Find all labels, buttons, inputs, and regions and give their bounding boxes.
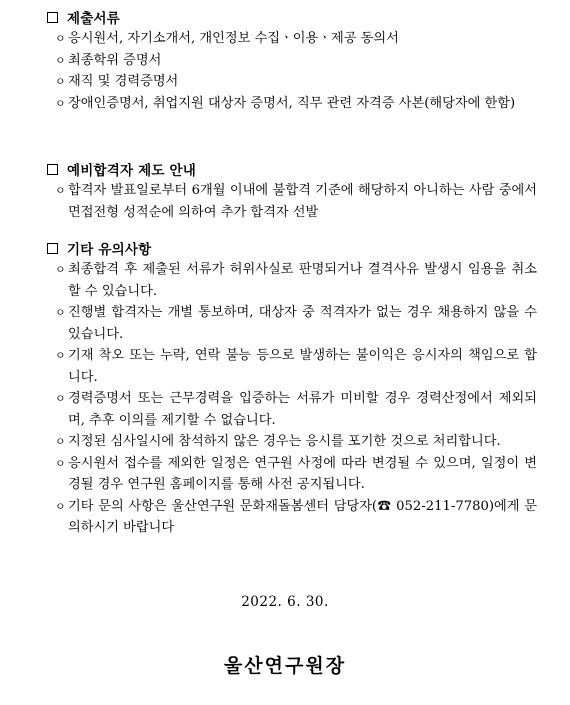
section-title: 제출서류 [67, 11, 120, 27]
section-required-documents [47, 6, 537, 114]
list-item [47, 431, 537, 453]
item-text: 합격자 발표일로부터 6개월 이내에 불합격 기준에 해당하지 아니하는 사람 중에서 면접전형 성적순에 의하여 추가 합격자 선발 [68, 183, 537, 220]
section-header [47, 6, 537, 28]
section-header [47, 158, 537, 180]
section-other-notes [47, 237, 537, 539]
list-item [47, 180, 537, 223]
item-text: 재직 및 경력증명서 [68, 74, 179, 89]
announcement-date: 2022. 6. 30. [241, 594, 329, 610]
section-title: 예비합격자 제도 안내 [67, 163, 196, 179]
item-text: 응시원서, 자기소개서, 개인정보 수집ㆍ이용ㆍ제공 동의서 [68, 31, 399, 46]
bullet-icon: ㅇ [55, 263, 66, 276]
item-text: 최종학위 증명서 [68, 52, 162, 68]
item-text: 기재 착오 또는 누락, 연락 불능 등으로 발생하는 불이익은 응시자의 책임으로 합니다. [68, 348, 537, 385]
list-item [47, 71, 537, 93]
item-list [47, 180, 537, 223]
list-item [47, 93, 537, 115]
list-item [47, 345, 537, 388]
bullet-icon: ㅇ [55, 96, 66, 110]
bullet-icon: ㅇ [55, 435, 66, 448]
list-item [47, 496, 537, 539]
bullet-icon: ㅇ [55, 349, 66, 362]
item-list [47, 259, 537, 539]
item-text: 기타 문의 사항은 울산연구원 문화재돌봄센터 담당자(☎ 052-211-7780)에게 문의하시기 바랍니다 [68, 498, 537, 535]
section-title: 기타 유의사항 [67, 242, 152, 258]
item-text: 경력증명서 또는 근무경력을 입증하는 서류가 미비할 경우 경력산정에서 제외되며, 추후 이의를 제기할 수 없습니다. [68, 391, 537, 428]
bullet-icon: ㅇ [55, 75, 66, 88]
list-item [47, 388, 537, 431]
item-text: 최종합격 후 제출된 서류가 허위사실로 판명되거나 결격사유 발생시 임용을 취소할 수 있습니다. [68, 262, 537, 299]
bullet-icon: ㅇ [55, 499, 66, 513]
list-item [47, 453, 537, 496]
signer-title: 울산연구원장 [223, 655, 347, 677]
checkbox-icon [47, 243, 58, 254]
checkbox-icon [47, 12, 58, 23]
section-header [47, 237, 537, 259]
list-item [47, 302, 537, 345]
checkbox-icon [47, 164, 58, 175]
item-list [47, 28, 537, 114]
item-text: 진행별 합격자는 개별 통보하며, 대상자 중 적격자가 없는 경우 채용하지 않을 수 있습니다. [68, 305, 537, 342]
item-text: 응시원서 접수를 제외한 일정은 연구원 사정에 따라 변경될 수 있으며, 일정이 변경될 경우 연구원 홈페이지를 통해 사전 공지됩니다. [68, 455, 537, 492]
list-item [47, 259, 537, 302]
list-item [47, 50, 537, 72]
section-reserve-candidates [47, 158, 537, 223]
bullet-icon: ㅇ [55, 456, 66, 470]
bullet-icon: ㅇ [55, 392, 66, 405]
bullet-icon: ㅇ [55, 32, 66, 45]
list-item [47, 28, 537, 50]
bullet-icon: ㅇ [55, 53, 66, 67]
bullet-icon: ㅇ [55, 306, 66, 319]
bullet-icon: ㅇ [55, 184, 66, 197]
item-text: 지정된 심사일시에 참석하지 않은 경우는 응시를 포기한 것으로 처리합니다. [68, 434, 501, 449]
item-text: 장애인증명서, 취업지원 대상자 증명서, 직무 관련 자격증 사본(해당자에 한함) [68, 95, 516, 111]
